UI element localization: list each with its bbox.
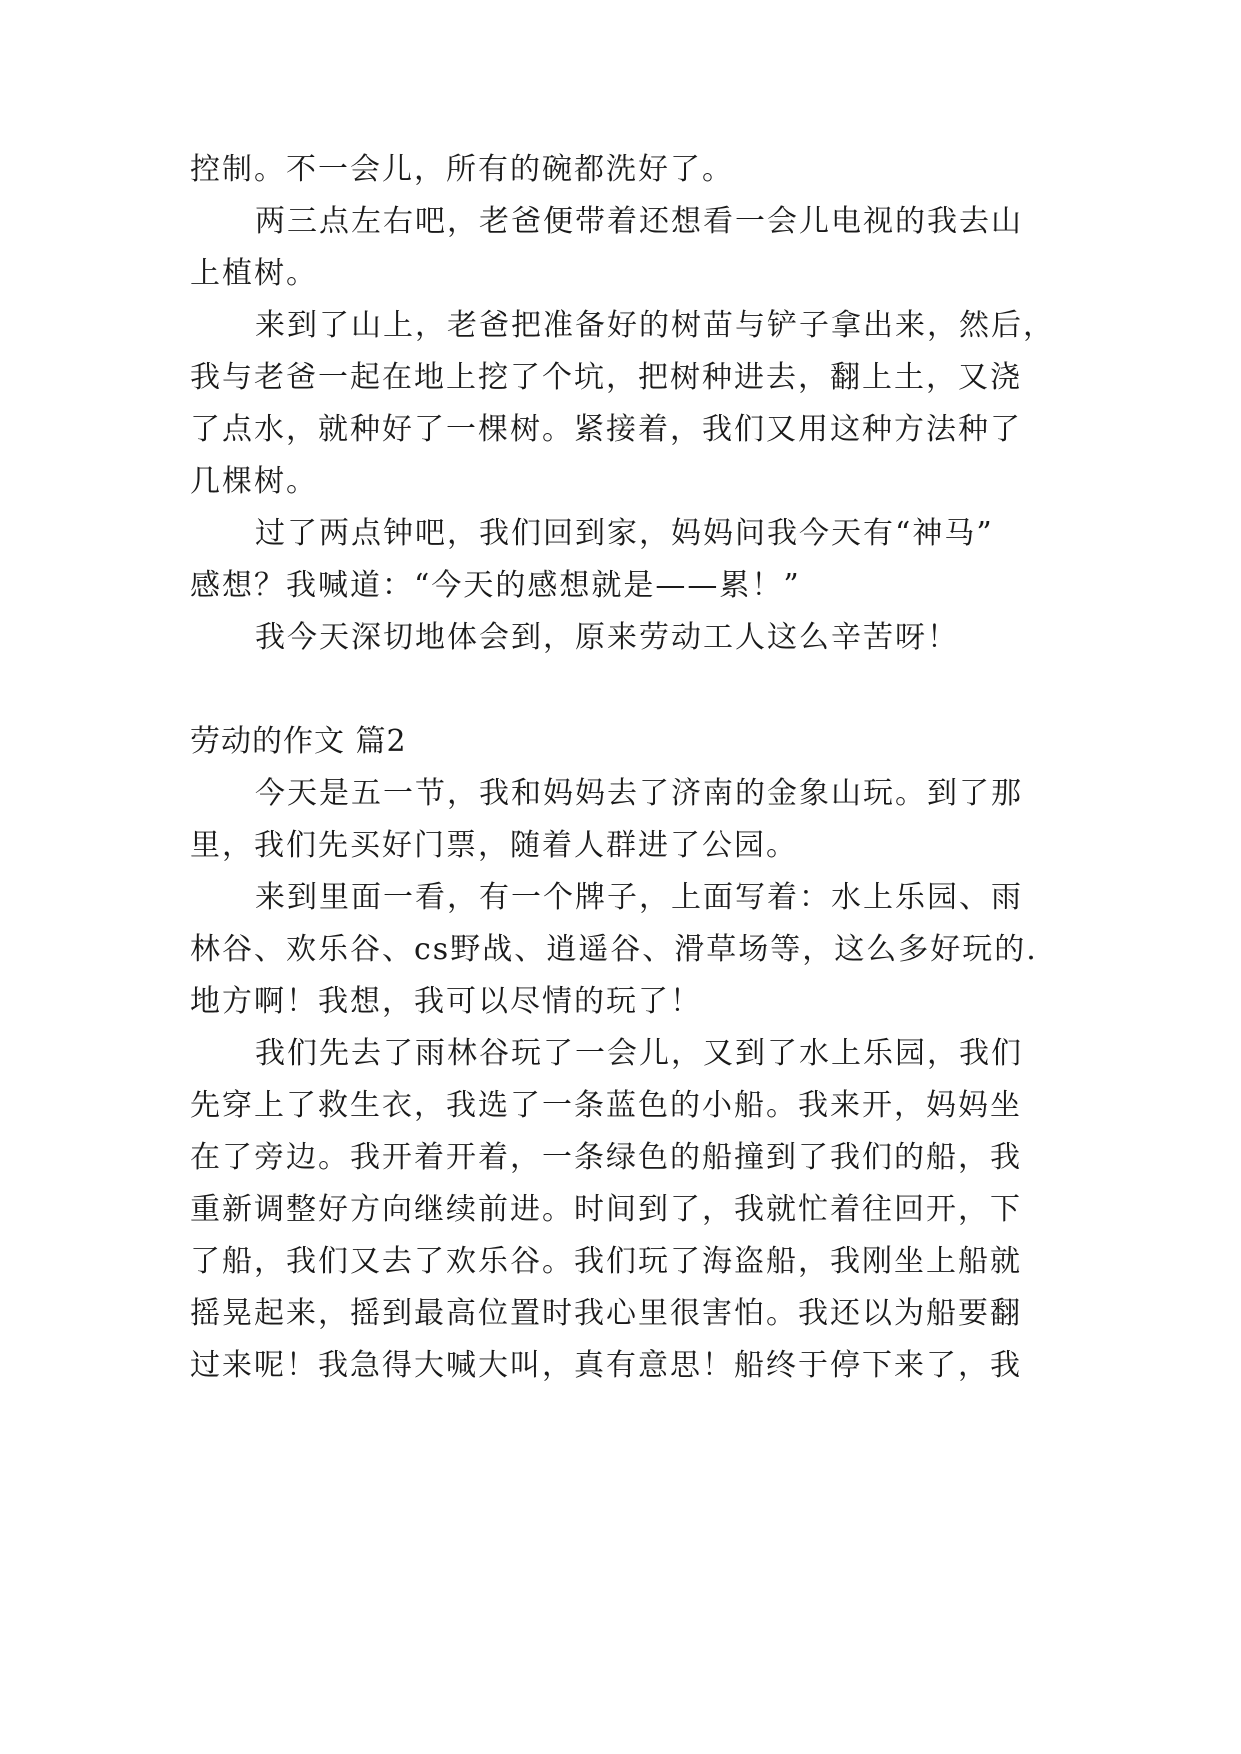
paragraph-start: 来到里面一看，有一个牌子，上面写着：水上乐园、雨: [255, 880, 1023, 915]
text-line: 我与老爸一起在地上挖了个坑，把树种进去，翻上土，又浇: [190, 360, 1022, 395]
text-line: 摇晃起来，摇到最高位置时我心里很害怕。我还以为船要翻: [190, 1296, 1022, 1331]
paragraph-start: 我今天深切地体会到，原来劳动工人这么辛苦呀！: [255, 620, 959, 655]
text-line: 过来呢！我急得大喊大叫，真有意思！船终于停下来了，我: [190, 1348, 1022, 1383]
text-line: 在了旁边。我开着开着，一条绿色的船撞到了我们的船，我: [190, 1140, 1022, 1175]
text-line: 几棵树。: [190, 464, 318, 499]
paragraph-start: 两三点左右吧，老爸便带着还想看一会儿电视的我去山: [255, 204, 1023, 239]
text-line: 了船，我们又去了欢乐谷。我们玩了海盗船，我刚坐上船就: [190, 1244, 1022, 1279]
section-heading: 劳动的作文 篇2: [190, 724, 407, 759]
paragraph-start: 我们先去了雨林谷玩了一会儿，又到了水上乐园，我们: [255, 1036, 1023, 1071]
text-line: 了点水，就种好了一棵树。紧接着，我们又用这种方法种了: [190, 412, 1022, 447]
text-line: 林谷、欢乐谷、cs野战、逍遥谷、滑草场等，这么多好玩的.: [190, 932, 1038, 967]
text-line: 里，我们先买好门票，随着人群进了公园。: [190, 828, 798, 863]
paragraph-start: 今天是五一节，我和妈妈去了济南的金象山玩。到了那: [255, 776, 1023, 811]
text-line: 先穿上了救生衣，我选了一条蓝色的小船。我来开，妈妈坐: [190, 1088, 1022, 1123]
text-line: 上植树。: [190, 256, 318, 291]
text-line: 地方啊！我想，我可以尽情的玩了！: [190, 984, 702, 1019]
text-line: 重新调整好方向继续前进。时间到了，我就忙着往回开，下: [190, 1192, 1022, 1227]
paragraph-start: 来到了山上，老爸把准备好的树苗与铲子拿出来，然后，: [255, 308, 1055, 343]
text-line: 控制。不一会儿，所有的碗都洗好了。: [190, 152, 734, 187]
paragraph-start: 过了两点钟吧，我们回到家，妈妈问我今天有“神马”: [255, 516, 994, 551]
text-line: 感想？我喊道：“今天的感想就是——累！”: [190, 568, 801, 603]
